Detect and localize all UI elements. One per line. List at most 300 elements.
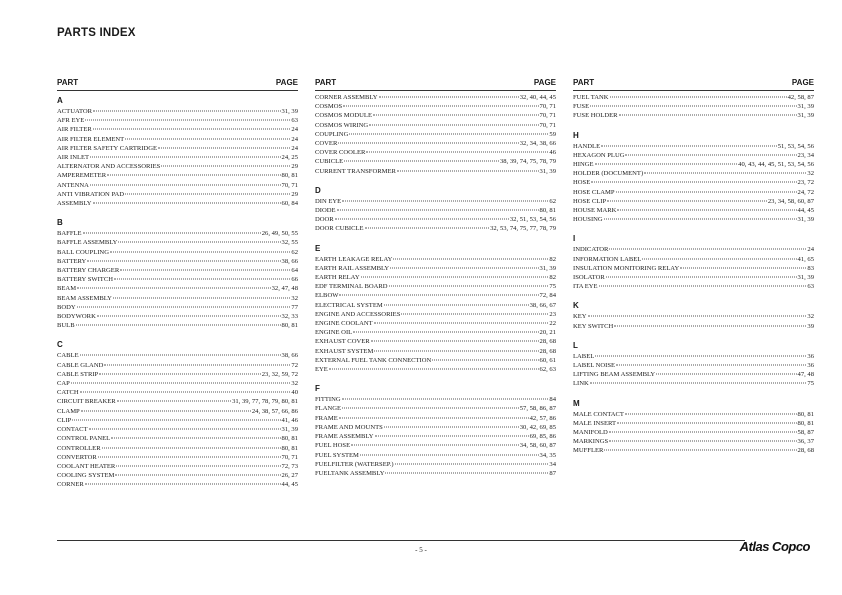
entry-part-name: INDICATOR: [573, 246, 609, 254]
dot-leader: [329, 369, 539, 370]
entry-part-name: KEY SWITCH: [573, 322, 614, 330]
index-entry: [315, 365, 556, 374]
index-section: [573, 301, 814, 336]
index-entry: [57, 434, 298, 443]
entry-page-numbers: 31, 39, 77, 78, 79, 80, 81: [232, 398, 298, 406]
dot-leader: [606, 277, 797, 278]
dot-leader: [72, 419, 280, 420]
index-entry: [573, 142, 814, 151]
entry-part-name: DIODE: [315, 207, 336, 215]
entry-part-name: LABEL NOISE: [573, 362, 616, 370]
index-section: [573, 91, 814, 127]
dot-leader: [369, 124, 538, 125]
index-entry: [573, 273, 814, 282]
dot-leader: [619, 115, 797, 116]
index-entry: [57, 425, 298, 434]
dot-leader: [384, 304, 529, 305]
section-letter: L: [573, 340, 578, 350]
dot-leader: [604, 219, 797, 220]
entry-part-name: CLAMP: [57, 407, 80, 415]
dot-leader: [125, 138, 290, 139]
dot-leader: [616, 365, 806, 366]
entry-part-name: BEAM ASSEMBLY: [57, 294, 112, 302]
index-entry: [573, 379, 814, 388]
index-entry: [57, 388, 298, 397]
entry-part-name: INSULATION MONITORING RELAY: [573, 264, 680, 272]
dot-leader: [385, 472, 548, 473]
dot-leader: [371, 341, 539, 342]
dot-leader: [614, 325, 806, 326]
entry-page-numbers: 34: [549, 460, 556, 468]
index-entry: [57, 144, 298, 153]
entry-part-name: CABLE: [57, 352, 79, 360]
entry-page-numbers: 38, 39, 74, 75, 78, 79: [499, 158, 556, 166]
dot-leader: [344, 161, 499, 162]
entry-part-name: LINK: [573, 380, 589, 388]
entry-page-numbers: 60, 84: [281, 200, 298, 208]
index-entry: [315, 414, 556, 423]
index-entry: [57, 379, 298, 388]
entry-page-numbers: 36: [807, 362, 814, 370]
entry-page-numbers: 70, 71: [539, 121, 556, 129]
entry-page-numbers: 75: [807, 380, 814, 388]
index-entry: [57, 107, 298, 116]
entry-part-name: BATTERY CHARGER: [57, 267, 120, 275]
entry-page-numbers: 77: [291, 303, 298, 311]
index-section: [573, 234, 814, 297]
dot-leader: [644, 173, 806, 174]
dot-leader: [83, 233, 261, 234]
entry-part-name: COUPLING: [315, 130, 349, 138]
index-entry: [315, 102, 556, 111]
section-letter: A: [57, 96, 63, 105]
entry-part-name: AIR FILTER: [57, 126, 92, 134]
header-part-label: PART: [573, 78, 595, 87]
index-entry: [315, 423, 556, 432]
entry-part-name: AFR EYE: [57, 117, 85, 125]
index-entry: [573, 255, 814, 264]
column-header: [315, 78, 556, 91]
dot-leader: [656, 374, 796, 375]
entry-part-name: ACTUATOR: [57, 108, 93, 115]
dot-leader: [113, 297, 291, 298]
index-section: [573, 341, 814, 395]
entry-part-name: ASSEMBLY: [57, 200, 92, 208]
entry-part-name: BULB: [57, 322, 75, 330]
section-letter: C: [57, 340, 63, 350]
entry-page-numbers: 23, 34: [797, 151, 814, 159]
entry-page-numbers: 38, 66: [281, 352, 298, 360]
entry-part-name: DIN EYE: [315, 197, 342, 205]
entry-page-numbers: 72, 84: [539, 292, 556, 300]
entry-page-numbers: 59: [549, 130, 556, 138]
entry-page-numbers: 28, 68: [797, 447, 814, 455]
entry-part-name: MALE CONTACT: [573, 410, 624, 418]
entry-part-name: BATTERY: [57, 257, 87, 265]
entry-page-numbers: 31, 39: [539, 167, 556, 175]
entry-part-name: EARTH RAIL ASSEMBLY: [315, 264, 390, 272]
dot-leader: [625, 413, 797, 414]
dot-leader: [609, 249, 806, 250]
dot-leader: [161, 166, 290, 167]
index-section: [573, 131, 814, 231]
index-section: [315, 384, 556, 484]
dot-leader: [604, 450, 796, 451]
index-entry: [315, 167, 556, 176]
entry-page-numbers: 24, 38, 57, 66, 86: [251, 407, 298, 415]
entry-part-name: AIR FILTER ELEMENT: [57, 135, 125, 143]
index-entry: [315, 93, 556, 102]
entry-page-numbers: 28, 68: [539, 338, 556, 346]
dot-leader: [353, 332, 538, 333]
entry-page-numbers: 44, 45: [281, 481, 298, 489]
dot-leader: [337, 210, 539, 211]
dot-leader: [77, 306, 291, 307]
index-entry: [573, 322, 814, 331]
entry-page-numbers: 46: [549, 149, 556, 157]
entry-page-numbers: 31, 39: [797, 103, 814, 111]
index-entry: [573, 215, 814, 224]
entry-part-name: HEXAGON PLUG: [573, 151, 625, 159]
entry-page-numbers: 82: [549, 274, 556, 282]
entry-page-numbers: 80, 81: [281, 172, 298, 180]
index-entry: [573, 264, 814, 273]
entry-page-numbers: 31, 39: [797, 112, 814, 120]
index-entry: [573, 160, 814, 169]
index-entry: [315, 282, 556, 291]
dot-leader: [373, 115, 539, 116]
index-entry: [57, 303, 298, 312]
index-entry: [57, 284, 298, 293]
index-entry: [315, 255, 556, 264]
entry-part-name: CONTACT: [57, 426, 88, 434]
section-letter: K: [573, 301, 579, 311]
entry-part-name: ELBOW: [315, 292, 339, 300]
entry-part-name: CABLE GLAND: [57, 361, 104, 369]
dot-leader: [97, 316, 281, 317]
entry-page-numbers: 72: [291, 361, 298, 369]
dot-leader: [80, 392, 291, 393]
entry-page-numbers: 42, 57, 86: [529, 414, 556, 422]
entry-part-name: ELECTRICAL SYSTEM: [315, 301, 383, 309]
dot-leader: [595, 355, 806, 356]
entry-part-name: CURRENT TRANSFORMER: [315, 167, 396, 175]
dot-leader: [87, 260, 280, 261]
dot-leader: [616, 191, 797, 192]
index-entry: [57, 444, 298, 453]
dot-leader: [374, 323, 549, 324]
entry-part-name: HOSE CLAMP: [573, 188, 615, 196]
entry-page-numbers: 32: [291, 294, 298, 302]
entry-page-numbers: 31, 39: [539, 264, 556, 272]
dot-leader: [610, 97, 787, 98]
index-entry: [57, 480, 298, 489]
index-entry: [315, 460, 556, 469]
entry-part-name: CATCH: [57, 389, 79, 397]
page-number: - 5 -: [415, 546, 427, 554]
entry-page-numbers: 36: [807, 352, 814, 360]
index-entry: [57, 116, 298, 125]
index-entry: [573, 352, 814, 361]
entry-page-numbers: 29: [291, 190, 298, 198]
entry-part-name: AIR FILTER SAFETY CARTRIDGE: [57, 144, 158, 152]
index-entry: [57, 471, 298, 480]
index-entry: [57, 407, 298, 416]
index-section: [57, 96, 298, 214]
dot-leader: [102, 447, 281, 448]
entry-page-numbers: 87: [549, 469, 556, 477]
entry-part-name: BAFFLE: [57, 230, 82, 238]
entry-part-name: HANDLE: [573, 142, 601, 150]
index-entry: [573, 428, 814, 437]
entry-page-numbers: 80, 81: [281, 435, 298, 443]
entry-page-numbers: 51, 53, 54, 56: [777, 142, 814, 150]
entry-part-name: HOSE CLIP: [573, 197, 607, 205]
entry-page-numbers: 24: [291, 126, 298, 134]
entry-page-numbers: 62, 63: [539, 366, 556, 374]
index-entry: [57, 321, 298, 330]
dot-leader: [81, 410, 251, 411]
dot-leader: [360, 454, 539, 455]
index-entry: [57, 162, 298, 171]
entry-page-numbers: 70, 71: [539, 103, 556, 111]
dot-leader: [342, 408, 519, 409]
dot-leader: [76, 325, 281, 326]
dot-leader: [601, 145, 777, 146]
entry-page-numbers: 69, 85, 86: [529, 433, 556, 441]
index-entry: [315, 121, 556, 130]
entry-page-numbers: 23: [549, 310, 556, 318]
entry-page-numbers: 62: [291, 248, 298, 256]
entry-page-numbers: 82: [549, 255, 556, 263]
index-entry: [57, 361, 298, 370]
dot-leader: [390, 267, 538, 268]
dot-leader: [393, 258, 548, 259]
entry-page-numbers: 31, 39: [281, 426, 298, 434]
entry-page-numbers: 32, 47, 48: [271, 285, 298, 293]
index-entry: [57, 171, 298, 180]
entry-part-name: CONVERTOR: [57, 453, 97, 461]
dot-leader: [432, 359, 538, 360]
entry-page-numbers: 24, 72: [797, 188, 814, 196]
index-entry: [57, 125, 298, 134]
dot-leader: [125, 193, 290, 194]
index-entry: [573, 312, 814, 321]
index-entry: [57, 453, 298, 462]
dot-leader: [89, 429, 281, 430]
dot-leader: [93, 203, 281, 204]
entry-part-name: ANTI VIBRATION PAD: [57, 190, 125, 198]
dot-leader: [680, 267, 806, 268]
entry-part-name: FUSE HOLDER: [573, 112, 618, 120]
index-section: [315, 186, 556, 240]
index-entry: [57, 397, 298, 406]
dot-leader: [590, 383, 807, 384]
column-header: [573, 78, 814, 91]
index-entry: [573, 437, 814, 446]
index-entry: [573, 446, 814, 455]
index-entry: [315, 347, 556, 356]
entry-page-numbers: 66: [291, 276, 298, 284]
index-entry: [315, 328, 556, 337]
index-entry: [315, 130, 556, 139]
section-letter: I: [573, 234, 576, 244]
entry-part-name: EDF TERMINAL BOARD: [315, 283, 388, 291]
dot-leader: [104, 364, 290, 365]
entry-page-numbers: 31, 39: [797, 216, 814, 224]
entry-part-name: ISOLATOR: [573, 274, 605, 282]
entry-page-numbers: 44, 45: [797, 207, 814, 215]
dot-leader: [607, 200, 767, 201]
index-entry: [573, 188, 814, 197]
index-entry: [315, 319, 556, 328]
index-entry: [573, 93, 814, 102]
index-entry: [315, 197, 556, 206]
entry-page-numbers: 62: [549, 197, 556, 205]
index-entry: [57, 416, 298, 425]
index-entry: [573, 102, 814, 111]
header-page-label: PAGE: [791, 78, 814, 87]
index-entry: [315, 224, 556, 233]
dot-leader: [339, 295, 538, 296]
index-column-1: [57, 78, 298, 496]
entry-page-numbers: 70, 71: [539, 112, 556, 120]
entry-part-name: CABLE STRIP: [57, 370, 99, 378]
entry-page-numbers: 38, 66: [281, 257, 298, 265]
entry-part-name: ITA EYE: [573, 283, 598, 291]
entry-page-numbers: 24: [807, 246, 814, 254]
entry-page-numbers: 34, 58, 60, 87: [519, 442, 556, 450]
section-letter: M: [573, 398, 580, 408]
dot-leader: [351, 445, 519, 446]
dot-leader: [99, 373, 261, 374]
index-entry: [315, 264, 556, 273]
entry-page-numbers: 72, 73: [281, 462, 298, 470]
dot-leader: [609, 441, 796, 442]
entry-part-name: COSMOS WIRING: [315, 121, 369, 129]
dot-leader: [77, 288, 271, 289]
index-entry: [315, 432, 556, 441]
index-section: [315, 91, 556, 182]
dot-leader: [118, 242, 280, 243]
entry-page-numbers: 26, 27: [281, 472, 298, 480]
index-section: [315, 244, 556, 381]
entry-page-numbers: 32: [807, 170, 814, 178]
entry-part-name: MALE INSERT: [573, 419, 617, 427]
entry-part-name: LABEL: [573, 352, 595, 360]
entry-page-numbers: 32: [291, 380, 298, 388]
index-entry: [315, 337, 556, 346]
footer-rule: [57, 540, 745, 541]
entry-part-name: MANIFOLD: [573, 429, 608, 437]
entry-part-name: CONTROL PANEL: [57, 435, 111, 443]
section-letter: D: [315, 185, 321, 195]
index-entry: [315, 291, 556, 300]
index-entry: [57, 462, 298, 471]
entry-page-numbers: 23, 72: [797, 179, 814, 187]
entry-part-name: ANTENNA: [57, 181, 89, 189]
index-entry: [315, 404, 556, 413]
dot-leader: [85, 120, 290, 121]
index-entry: [315, 111, 556, 120]
index-section: [573, 399, 814, 462]
index-entry: [57, 199, 298, 208]
entry-part-name: INFORMATION LABEL: [573, 255, 642, 263]
header-page-label: PAGE: [533, 78, 556, 87]
dot-leader: [93, 129, 291, 130]
dot-leader: [595, 164, 738, 165]
dot-leader: [617, 210, 796, 211]
dot-leader: [342, 399, 549, 400]
index-entry: [57, 275, 298, 284]
entry-page-numbers: 70, 71: [281, 181, 298, 189]
entry-part-name: HINGE: [573, 161, 594, 169]
entry-part-name: HOUSE MARK: [573, 207, 617, 215]
entry-page-numbers: 58, 87: [797, 429, 814, 437]
entry-part-name: FUEL HOSE: [315, 442, 351, 450]
dot-leader: [642, 258, 796, 259]
entry-part-name: ENGINE OIL: [315, 329, 353, 337]
entry-part-name: COSMOS MODULE: [315, 112, 372, 120]
index-entry: [57, 257, 298, 266]
entry-part-name: BEAM: [57, 285, 77, 293]
index-entry: [573, 206, 814, 215]
entry-part-name: CLIP: [57, 416, 72, 424]
index-entry: [573, 111, 814, 120]
entry-part-name: EXTERNAL FUEL TANK CONNECTION: [315, 356, 432, 364]
dot-leader: [335, 219, 509, 220]
entry-page-numbers: 24: [291, 135, 298, 143]
entry-part-name: AIR INLET: [57, 154, 90, 162]
entry-page-numbers: 80, 81: [797, 419, 814, 427]
entry-page-numbers: 32, 34, 38, 66: [519, 140, 556, 148]
dot-leader: [338, 143, 518, 144]
dot-leader: [625, 154, 796, 155]
index-entry: [57, 294, 298, 303]
dot-leader: [115, 475, 280, 476]
entry-part-name: EXHAUST COVER: [315, 338, 370, 346]
index-entry: [573, 361, 814, 370]
index-entry: [315, 395, 556, 404]
entry-page-numbers: 70, 71: [281, 453, 298, 461]
dot-leader: [361, 277, 549, 278]
dot-leader: [349, 133, 548, 134]
entry-page-numbers: 47, 48: [797, 371, 814, 379]
entry-page-numbers: 39: [807, 322, 814, 330]
entry-page-numbers: 60, 61: [539, 356, 556, 364]
entry-part-name: FRAME: [315, 414, 338, 422]
dot-leader: [80, 355, 281, 356]
entry-page-numbers: 23, 34, 58, 60, 87: [767, 197, 814, 205]
section-letter: E: [315, 243, 321, 253]
entry-part-name: ENGINE AND ACCESSORIES: [315, 310, 401, 318]
entry-part-name: EARTH LEAKAGE RELAY: [315, 255, 393, 263]
dot-leader: [114, 279, 290, 280]
entry-part-name: BAFFLE ASSEMBLY: [57, 239, 118, 247]
entry-part-name: LIFTING BEAM ASSEMBLY: [573, 371, 656, 379]
entry-page-numbers: 64: [291, 267, 298, 275]
entry-part-name: MARKINGS: [573, 438, 609, 446]
page-title: PARTS INDEX: [57, 27, 136, 39]
entry-page-numbers: 42, 58, 87: [787, 94, 814, 101]
index-entry: [573, 370, 814, 379]
entry-part-name: EXHAUST SYSTEM: [315, 347, 374, 355]
entry-page-numbers: 23, 32, 59, 72: [261, 370, 298, 378]
dot-leader: [590, 106, 796, 107]
entry-part-name: COOLANT HEATER: [57, 462, 116, 470]
entry-page-numbers: 30, 42, 69, 85: [519, 423, 556, 431]
entry-part-name: HOUSING: [573, 216, 603, 224]
